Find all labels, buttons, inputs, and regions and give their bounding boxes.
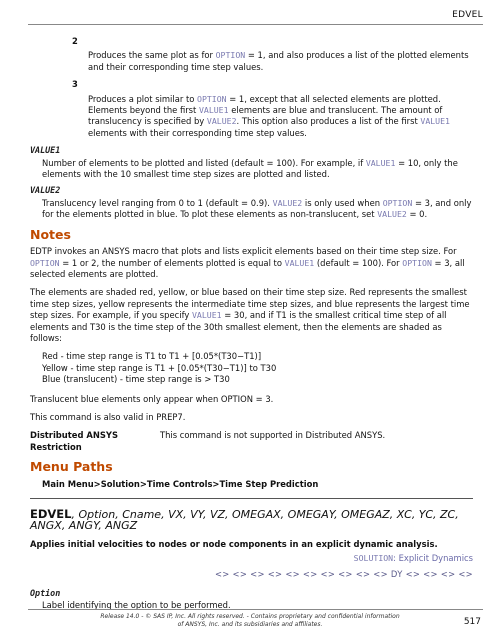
command-name: EDVEL bbox=[30, 507, 72, 521]
option-2 bbox=[30, 36, 473, 73]
term-value2 bbox=[30, 185, 473, 220]
term-name: VALUE2 bbox=[30, 185, 61, 196]
option-number: 3 bbox=[72, 79, 78, 90]
option-number: 2 bbox=[72, 36, 78, 46]
restriction-label: Distributed ANSYS Restriction bbox=[30, 430, 118, 452]
product-codes: <> <> <> <> <> <> <> <> <> <> DY <> <> <> <> bbox=[214, 568, 473, 579]
notes-heading: Notes bbox=[30, 226, 71, 242]
term-description: Number of elements to be plotted and listed (default = 100). For example, if VALUE1 = 10, only the elements with the 10 smallest time step sizes are plotted and listed. bbox=[42, 157, 458, 180]
notes-paragraph-2: The elements are shaded red, yellow, or blue based on their time step size. Red represents the smallest time step sizes, yellow represents the intermediate time step sizes, and blue represents the largest time step sizes. For example, if you specify VALUE1 = 30, and if T1 is the smallest critical time step of all elements and T30 is the time step of the 30th smallest element, then the elements are shaded as follows: bbox=[30, 287, 470, 343]
notes-paragraph-1: EDTP invokes an ANSYS macro that plots and lists explicit elements based on their time step size. For OPTION = 1 or 2, the number of elements plotted is equal to VALUE1 (default = 100). For OPTION = 3, all selected elements are plotted. bbox=[30, 246, 465, 279]
notes-paragraph-3: Translucent blue elements only appear when OPTION = 3. bbox=[30, 393, 274, 404]
menu-path: Main Menu>Solution>Time Controls>Time Step Prediction bbox=[42, 478, 319, 489]
footer-line: Release 14.0 - © SAS IP, Inc. All rights reserved. - Contains proprietary and confidential information bbox=[100, 613, 400, 620]
restriction-text: This command is not supported in Distributed ANSYS. bbox=[160, 430, 386, 441]
term-description: Translucency level ranging from 0 to 1 (default = 0.9). VALUE2 is only used when OPTION = 3, and only for the elements plotted in blue. To plot these elements as non-translucent, set VALUE2 = 0. bbox=[42, 197, 472, 220]
footer-line: of ANSYS, Inc. and its subsidiaries and affiliates. bbox=[177, 620, 323, 628]
shading-list bbox=[42, 351, 473, 385]
option-description: Produces a plot similar to OPTION = 1, except that all selected elements are plotted. Elements beyond the first VALUE1 elements are blue and translucent. The amount of translucency is specified by VALUE2. This option also produces a list of the first VALUE1 elements with their corresponding time step values. bbox=[88, 93, 450, 138]
list-item: Red - time step range is T1 to T1 + [0.05*(T30−T1)] bbox=[42, 351, 262, 362]
list-item: Blue (translucent) - time step range is > T30 bbox=[42, 374, 230, 385]
list-item: Yellow - time step range is T1 + [0.05*(T30−T1)] to T30 bbox=[42, 362, 277, 373]
processor-label: : Explicit Dynamics bbox=[393, 553, 473, 564]
term-name: Option bbox=[30, 588, 61, 599]
command-signature bbox=[30, 509, 473, 532]
header-rule bbox=[28, 24, 483, 25]
notes-paragraph-4: This command is also valid in PREP7. bbox=[30, 411, 186, 422]
processor-info bbox=[30, 553, 473, 564]
term-name: VALUE1 bbox=[30, 145, 61, 156]
page-header-title: EDVEL bbox=[452, 10, 483, 20]
footer-rule bbox=[28, 609, 483, 610]
term-value1 bbox=[30, 145, 473, 180]
option-3 bbox=[30, 79, 473, 139]
distributed-restriction bbox=[30, 430, 473, 453]
page-number: 517 bbox=[463, 617, 481, 627]
command-summary: Applies initial velocities to nodes or node components in an explicit dynamic analysis. bbox=[30, 538, 438, 549]
option-description: Produces the same plot as for OPTION = 1, and also produces a list of the plotted elements and their corresponding time step values. bbox=[88, 50, 469, 72]
term-description: Label identifying the option to be performed. bbox=[42, 600, 231, 611]
processor-code: SOLUTION bbox=[353, 553, 394, 564]
page-content bbox=[30, 36, 473, 617]
menu-paths-heading: Menu Paths bbox=[30, 459, 113, 475]
command-arguments: , Option, Cname, VX, VY, VZ, OMEGAX, OMEGAY, OMEGAZ, XC, YC, ZC, ANGX, ANGY, ANGZ bbox=[30, 508, 459, 533]
section-divider bbox=[30, 498, 473, 499]
footer-text bbox=[100, 613, 400, 628]
